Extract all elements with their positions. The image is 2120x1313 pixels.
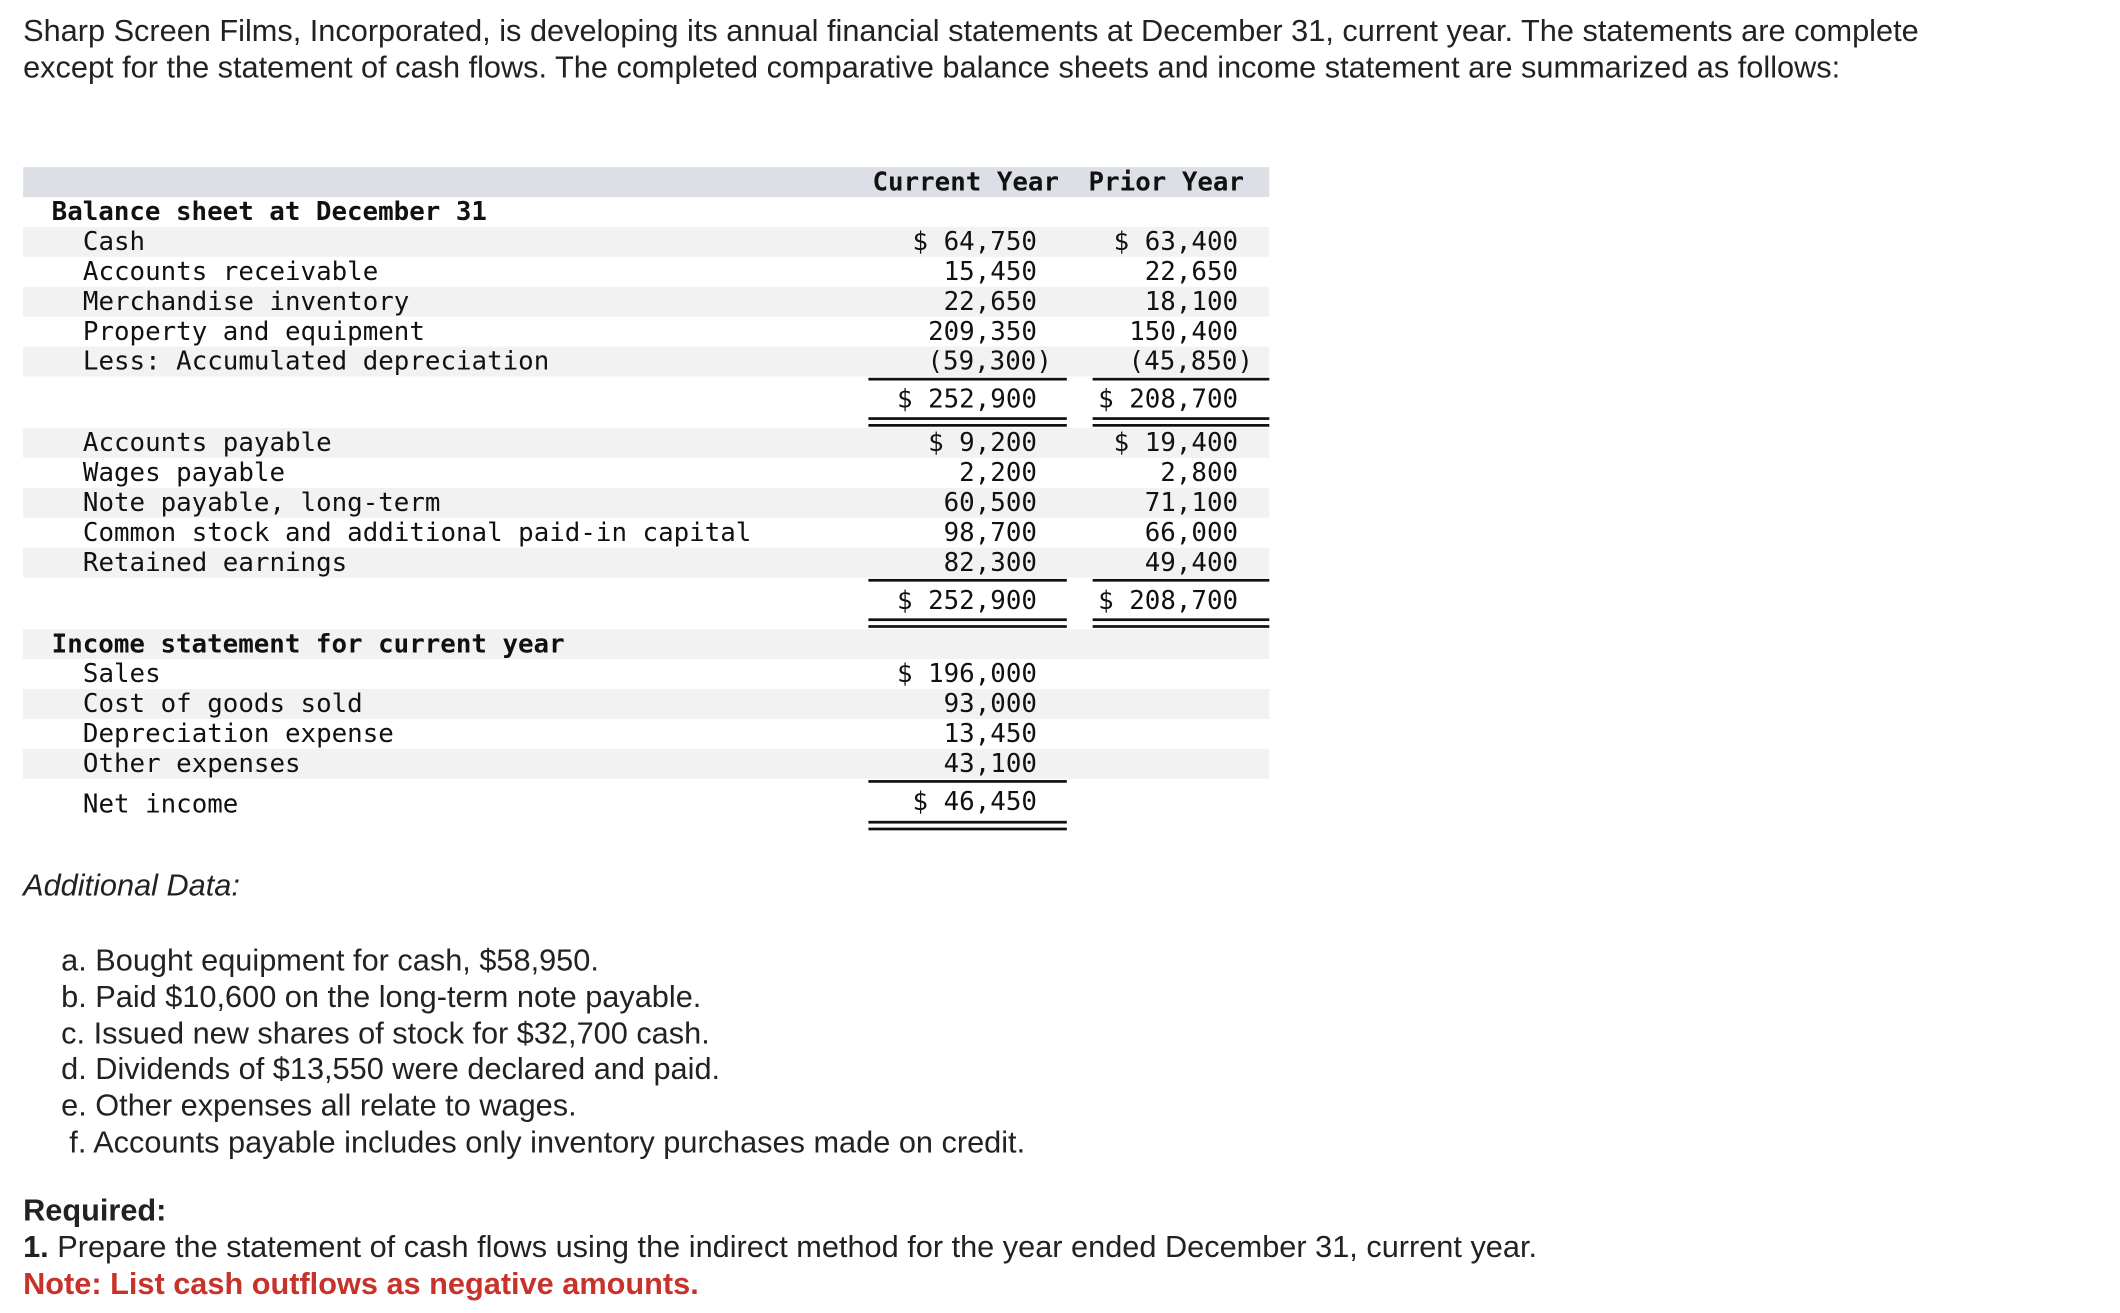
- other-expenses-current: 43,100: [943, 748, 1037, 779]
- row-label-cost-of-goods-sold: Cost of goods sold: [82, 689, 363, 719]
- row-band: [23, 227, 1269, 257]
- subtotal-rule: [868, 780, 1066, 783]
- row-label-merchandise-inventory: Merchandise inventory: [82, 286, 410, 317]
- accumulated-depreciation-prior: (45,850): [1128, 346, 1253, 377]
- total-double-rule: [868, 417, 1066, 427]
- wages-payable-prior: 2,800: [1160, 457, 1239, 488]
- row-label-accounts-receivable: Accounts receivable: [82, 256, 379, 287]
- additional-data-title: Additional Data:: [23, 868, 240, 903]
- row-label-accumulated-depreciation: Less: Accumulated depreciation: [82, 346, 550, 377]
- list-item: f. Accounts payable includes only inventory purchases made on credit.: [69, 1125, 1026, 1160]
- property-equipment-current: 209,350: [928, 316, 1037, 347]
- subtotal-rule: [868, 378, 1066, 381]
- common-stock-prior: 66,000: [1144, 517, 1239, 548]
- merchandise-inventory-current: 22,650: [943, 286, 1037, 317]
- accounts-receivable-current: 15,450: [943, 256, 1037, 287]
- row-label-sales: Sales: [82, 659, 161, 690]
- cost-of-goods-sold-current: 93,000: [943, 689, 1037, 719]
- sales-current: $ 196,000: [897, 659, 1037, 690]
- total-liabilities-equity-current: $ 252,900: [897, 585, 1037, 616]
- list-item: b. Paid $10,600 on the long-term note payable.: [61, 979, 702, 1014]
- required-section: [23, 1192, 1537, 1302]
- net-income-current: $ 46,450: [912, 786, 1037, 817]
- required-item-number: 1.: [23, 1229, 49, 1264]
- required-title: Required:: [23, 1193, 167, 1228]
- financial-statements-table: [23, 167, 1271, 847]
- subtotal-rule: [1093, 378, 1270, 381]
- note-payable-current: 60,500: [943, 487, 1037, 518]
- total-double-rule: [1093, 417, 1270, 427]
- required-note: Note: List cash outflows as negative amounts.: [23, 1266, 699, 1301]
- list-item: a. Bought equipment for cash, $58,950.: [61, 943, 599, 978]
- required-item: [23, 1229, 1537, 1266]
- note-payable-prior: 71,100: [1144, 487, 1239, 518]
- problem-intro: Sharp Screen Films, Incorporated, is developing its annual financial statements at December 31, current year. The statements are complete except for the statement of cash flows. The completed comparative balance sheets and income statement are summarized as follows:: [23, 13, 1919, 85]
- balance-sheet-title: Balance sheet at December 31: [51, 197, 487, 227]
- subtotal-rule: [1093, 579, 1270, 582]
- required-item-text: Prepare the statement of cash flows using the indirect method for the year ended December 31, current year.: [57, 1229, 1538, 1264]
- cash-current: $ 64,750: [912, 226, 1037, 257]
- total-double-rule: [868, 821, 1066, 831]
- row-label-depreciation-expense: Depreciation expense: [82, 718, 394, 749]
- total-double-rule: [1093, 618, 1270, 628]
- income-statement-title: Income statement for current year: [51, 629, 565, 660]
- property-equipment-prior: 150,400: [1129, 316, 1239, 347]
- row-label-wages-payable: Wages payable: [82, 457, 286, 488]
- row-label-note-payable: Note payable, long-term: [82, 487, 441, 518]
- row-label-other-expenses: Other expenses: [82, 748, 301, 779]
- total-double-rule: [868, 618, 1066, 628]
- row-label-accounts-payable: Accounts payable: [82, 428, 332, 458]
- accounts-payable-prior: $ 19,400: [1113, 428, 1239, 458]
- total-assets-current: $ 252,900: [897, 384, 1037, 415]
- accounts-payable-current: $ 9,200: [928, 428, 1037, 458]
- accounts-receivable-prior: 22,650: [1144, 256, 1239, 287]
- list-item: e. Other expenses all relate to wages.: [61, 1088, 577, 1123]
- retained-earnings-current: 82,300: [943, 547, 1037, 578]
- depreciation-expense-current: 13,450: [943, 718, 1037, 749]
- row-label-common-stock: Common stock and additional paid-in capital: [82, 517, 752, 548]
- common-stock-current: 98,700: [943, 517, 1037, 548]
- row-label-property-equipment: Property and equipment: [82, 316, 425, 347]
- wages-payable-current: 2,200: [959, 457, 1037, 488]
- accumulated-depreciation-current: (59,300): [927, 346, 1052, 377]
- table-header-bar: [23, 167, 1269, 197]
- row-label-retained-earnings: Retained earnings: [82, 547, 348, 578]
- total-liabilities-equity-prior: $ 208,700: [1098, 585, 1239, 616]
- list-item: d. Dividends of $13,550 were declared and paid.: [61, 1052, 721, 1087]
- retained-earnings-prior: 49,400: [1144, 547, 1239, 578]
- subtotal-rule: [868, 579, 1066, 582]
- row-label-cash: Cash: [82, 226, 146, 257]
- column-header-current-year: Current Year: [872, 167, 1060, 198]
- list-item: c. Issued new shares of stock for $32,700 cash.: [61, 1015, 710, 1050]
- additional-data-list: [61, 943, 1025, 1162]
- total-assets-prior: $ 208,700: [1098, 384, 1239, 415]
- merchandise-inventory-prior: 18,100: [1144, 286, 1239, 317]
- row-label-net-income: Net income: [82, 789, 239, 820]
- column-header-prior-year: Prior Year: [1088, 167, 1245, 198]
- cash-prior: $ 63,400: [1113, 226, 1239, 257]
